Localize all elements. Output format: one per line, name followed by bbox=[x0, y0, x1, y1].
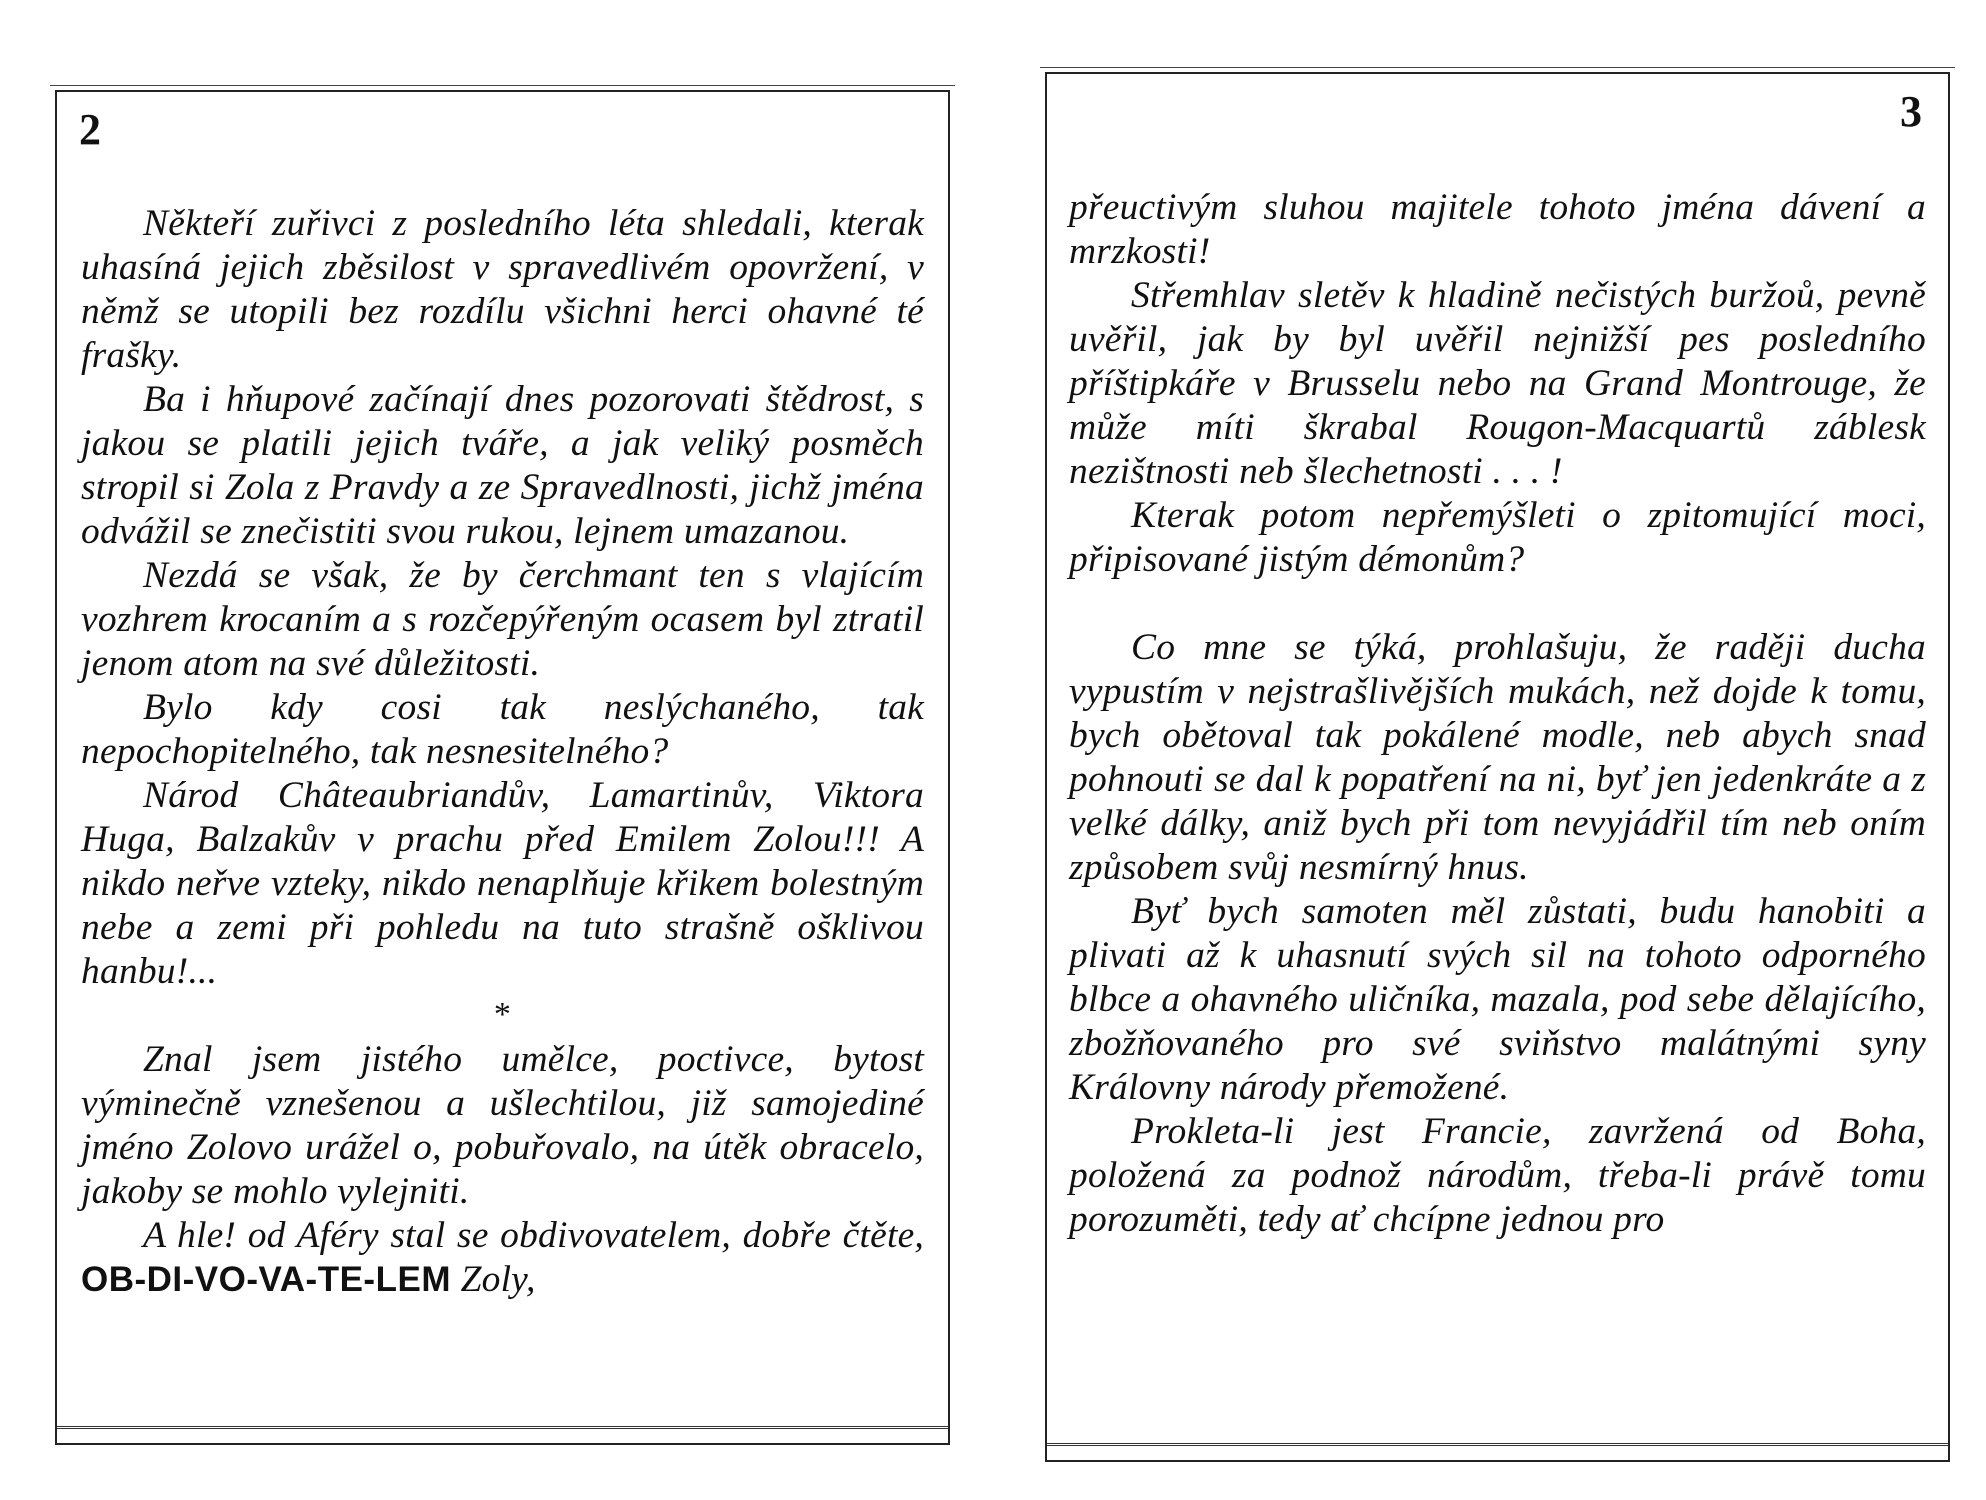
paragraph: Znal jsem jistého umělce, poctivce, bytost výminečně vznešenou a ušlechtilou, již samojediné jméno Zolovo urážel o, pobuřovalo, na útěk obracelo, jakoby se mohlo vylejniti. bbox=[81, 1039, 924, 1212]
paragraph: Byť bych samoten měl zůstati, budu hanobiti a plivati až k uhasnutí svých sil na tohoto odporného blbce a ohavného uličníka, mazala, pod sebe dělajícího, zbožňovaného pro své sviňstvo malátnými syny Královny národy přemožené. bbox=[1069, 891, 1926, 1108]
paragraph: Nezdá se však, že by čerchmant ten s vlajícím vozhrem krocaním a s rozčepýřeným ocasem byl ztratil jenom atom na své důležitosti. bbox=[81, 555, 924, 684]
paragraph: Někteří zuřivci z posledního léta shledali, kterak uhasíná jejich zběsilost v spravedlivém opovržení, v němž se utopili bez rozdílu všichni herci ohavné té frašky. bbox=[81, 203, 924, 376]
paragraph: Kterak potom nepřemýšleti o zpitomující moci, připisované jistým démonům? bbox=[1069, 495, 1926, 580]
paragraph: Co mne se týká, prohlašuju, že raději ducha vypustím v nejstrašlivějších mukách, než dojde k tomu, bych obětoval tak pokálené modle, neb abych snad pohnouti se dal k popatření na ni, byť jen jedenkráte a z velké dálky, aniž bych při tom nevyjádřil tím neb oním způsobem svůj nesmírný hnus. bbox=[1069, 627, 1926, 888]
paragraph: Bylo kdy cosi tak neslýchaného, tak nepochopitelného, tak nesnesitelného? bbox=[81, 687, 924, 772]
left-page-text bbox=[81, 202, 924, 1302]
right-page bbox=[1045, 72, 1950, 1462]
paragraph-last bbox=[81, 1214, 924, 1302]
text-run: A hle! od Aféry stal se obdivovatelem, dobře čtěte, bbox=[143, 1215, 924, 1256]
right-page-text bbox=[1069, 186, 1926, 1242]
paragraph: Střemhlav sletěv k hladině nečistých buržoů, pevně uvěřil, jak by byl uvěřil nejnižší pes posledního příštipkáře v Brusselu nebo na Grand Montrouge, že může míti škrabal Rougon-Macquartů záblesk nezištnosti neb šlechetnosti . . . ! bbox=[1069, 275, 1926, 492]
paragraph: Národ Châteaubriandův, Lamartinův, Viktora Huga, Balzakův v prachu před Emilem Zolou!!! A nikdo neřve vzteky, nikdo nenaplňuje křikem bolestným nebe a zemi při pohledu na tuto strašně ošklivou hanbu!... bbox=[81, 775, 924, 992]
page-number: 2 bbox=[79, 105, 101, 154]
spaced-caps-word: OB-DI-VO-VA-TE-LEM bbox=[81, 1260, 451, 1299]
left-page bbox=[55, 90, 950, 1445]
text-run: Zoly, bbox=[460, 1259, 536, 1300]
paragraph-continuation: přeuctivým sluhou majitele tohoto jména dávení a mrzkosti! bbox=[1069, 187, 1926, 272]
section-separator: * bbox=[493, 996, 512, 1033]
page-number: 3 bbox=[1900, 87, 1922, 136]
paragraph: Ba i hňupové začínají dnes pozorovati štědrost, s jakou se platili jejich tváře, a jak veliký posměch stropil si Zola z Pravdy a ze Spravedlnosti, jichž jména odvážil se znečistiti svou rukou, lejnem umazanou. bbox=[81, 379, 924, 552]
paragraph: Prokleta-li jest Francie, zavržená od Boha, položená za podnož národům, třeba-li právě tomu porozuměti, tedy ať chcípne jednou pro bbox=[1069, 1111, 1926, 1240]
